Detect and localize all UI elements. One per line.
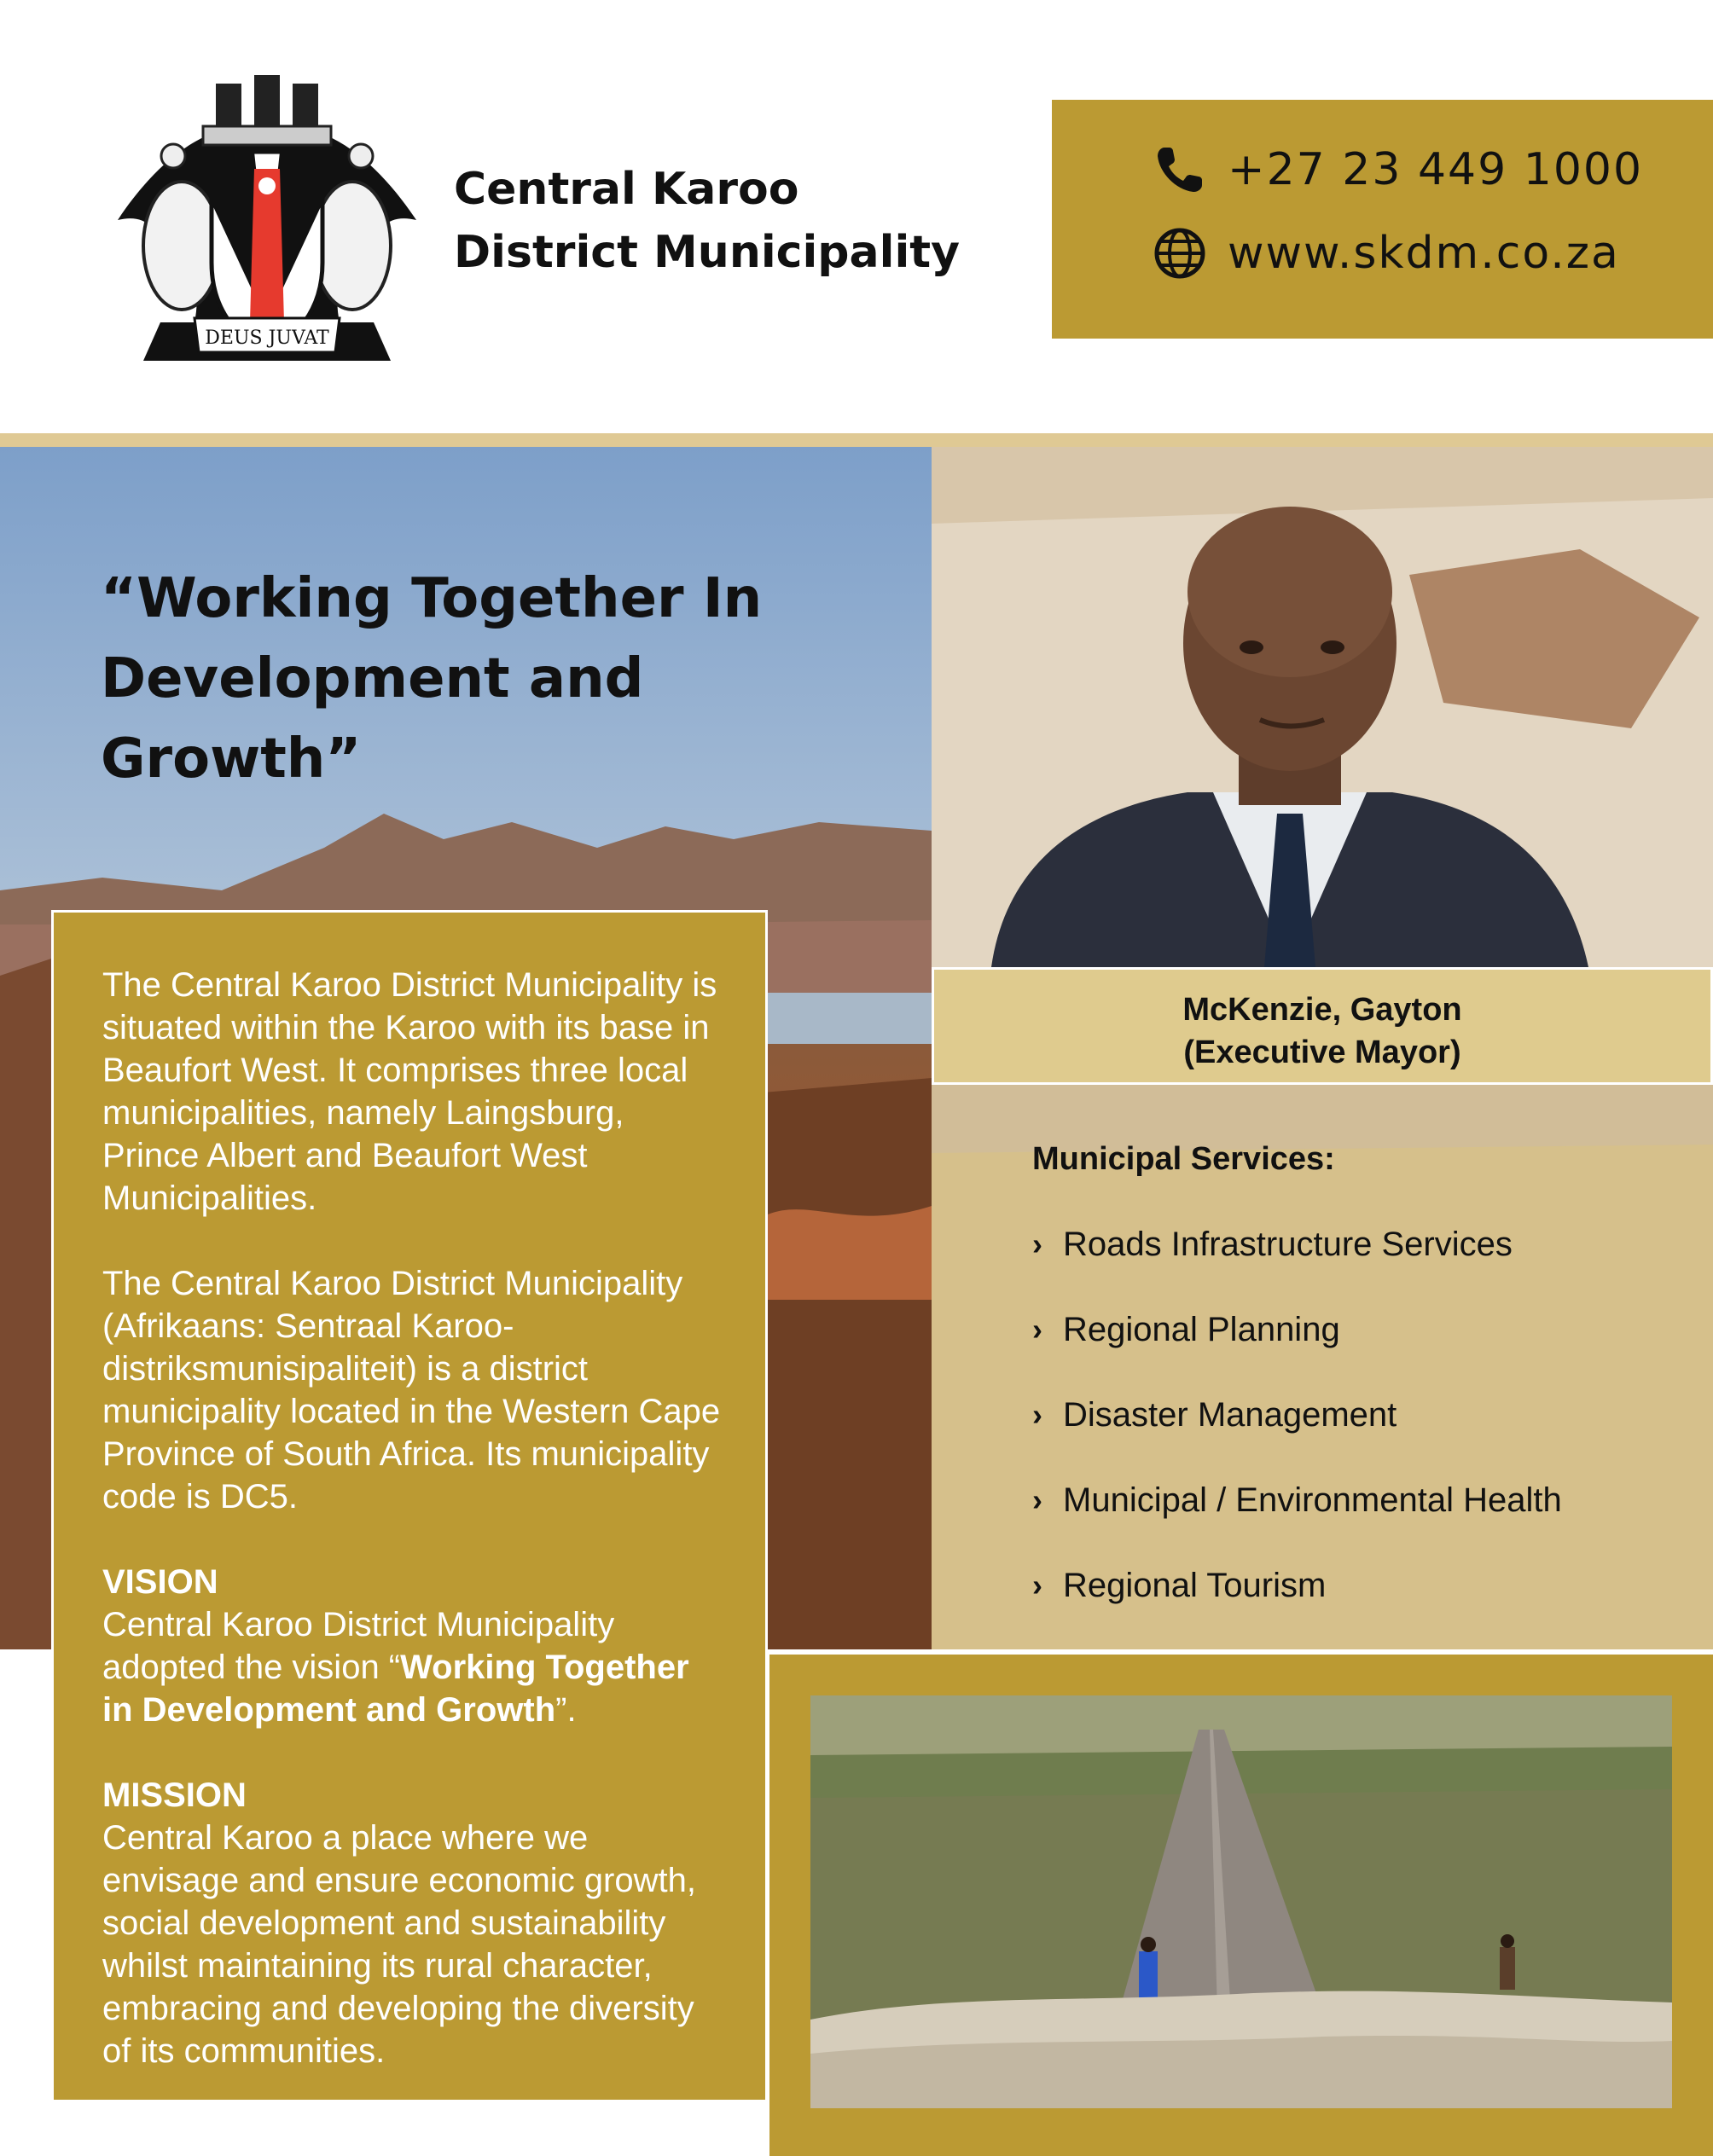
service-item bbox=[1032, 1308, 1698, 1351]
divider-stripe bbox=[0, 433, 1713, 447]
chevron-right-icon: › bbox=[1032, 1568, 1042, 1603]
phone-number[interactable]: +27 23 449 1000 bbox=[1228, 144, 1644, 195]
service-label: Regional Planning bbox=[1063, 1311, 1340, 1348]
website-row[interactable] bbox=[1153, 226, 1620, 281]
vision-heading: VISION bbox=[102, 1563, 218, 1601]
mission-block bbox=[102, 1774, 723, 2072]
chevron-right-icon: › bbox=[1032, 1312, 1042, 1347]
service-item bbox=[1032, 1479, 1698, 1521]
chevron-right-icon: › bbox=[1032, 1482, 1042, 1517]
chevron-right-icon: › bbox=[1032, 1397, 1042, 1432]
phone-row[interactable] bbox=[1153, 142, 1643, 197]
mayor-portrait bbox=[932, 447, 1713, 967]
mayor-title: (Executive Mayor) bbox=[1183, 1035, 1461, 1070]
service-label: Roads Infrastructure Services bbox=[1063, 1226, 1513, 1263]
sheep-on-road-image bbox=[810, 1695, 1672, 2108]
service-label: Municipal / Environmental Health bbox=[1063, 1481, 1562, 1519]
service-item bbox=[1032, 1223, 1698, 1266]
globe-icon bbox=[1153, 226, 1207, 281]
mission-text: Central Karoo a place where we envisage and ensure economic growth, social development and sustainability whilst maintaining its rural character, embracing and developing the diversity of its communities. bbox=[102, 1819, 696, 2070]
vision-text-bold: Working Together in Development and Growth bbox=[102, 1649, 689, 1729]
slogan-heading: “Working Together In Development and Growth” bbox=[101, 567, 763, 791]
vision-text-post: ”. bbox=[555, 1691, 577, 1729]
phone-icon bbox=[1153, 142, 1207, 197]
vision-block bbox=[102, 1561, 723, 1731]
service-label: Disaster Management bbox=[1063, 1396, 1397, 1434]
coat-of-arms-icon bbox=[101, 67, 433, 382]
service-item bbox=[1032, 1564, 1698, 1607]
mayor-caption bbox=[932, 967, 1713, 1085]
website-link[interactable]: www.skdm.co.za bbox=[1228, 228, 1620, 279]
about-panel bbox=[51, 910, 768, 2102]
about-paragraph-2: The Central Karoo District Municipality (Afrikaans: Sentraal Karoo-distriksmunisipaliteit) is a district municipality located in the Western Cape Province of South Africa. Its municipality code is DC5. bbox=[102, 1265, 721, 1516]
organization-name bbox=[454, 158, 960, 284]
org-name-line2: District Municipality bbox=[454, 227, 961, 278]
services-list bbox=[1032, 1138, 1698, 1649]
services-title: Municipal Services: bbox=[1032, 1141, 1335, 1177]
contact-box bbox=[1052, 100, 1713, 339]
chevron-right-icon: › bbox=[1032, 1226, 1042, 1261]
services-panel bbox=[932, 1085, 1713, 1649]
mayor-name: McKenzie, Gayton bbox=[1182, 992, 1462, 1028]
service-label: Regional Tourism bbox=[1063, 1567, 1327, 1604]
mission-heading: MISSION bbox=[102, 1776, 247, 1814]
road-photo-frame bbox=[769, 1655, 1713, 2156]
vision-text-pre: Central Karoo District Municipality adopted the vision “ bbox=[102, 1606, 615, 1686]
about-paragraph-1: The Central Karoo District Municipality is situated within the Karoo with its base in Beaufort West. It comprises three local municipalities, namely Laingsburg, Prince Albert and Beaufort West Municipalities. bbox=[102, 966, 717, 1217]
crest-motto: DEUS JUVAT bbox=[205, 327, 329, 349]
org-name-line1: Central Karoo bbox=[454, 164, 799, 215]
service-item bbox=[1032, 1394, 1698, 1436]
